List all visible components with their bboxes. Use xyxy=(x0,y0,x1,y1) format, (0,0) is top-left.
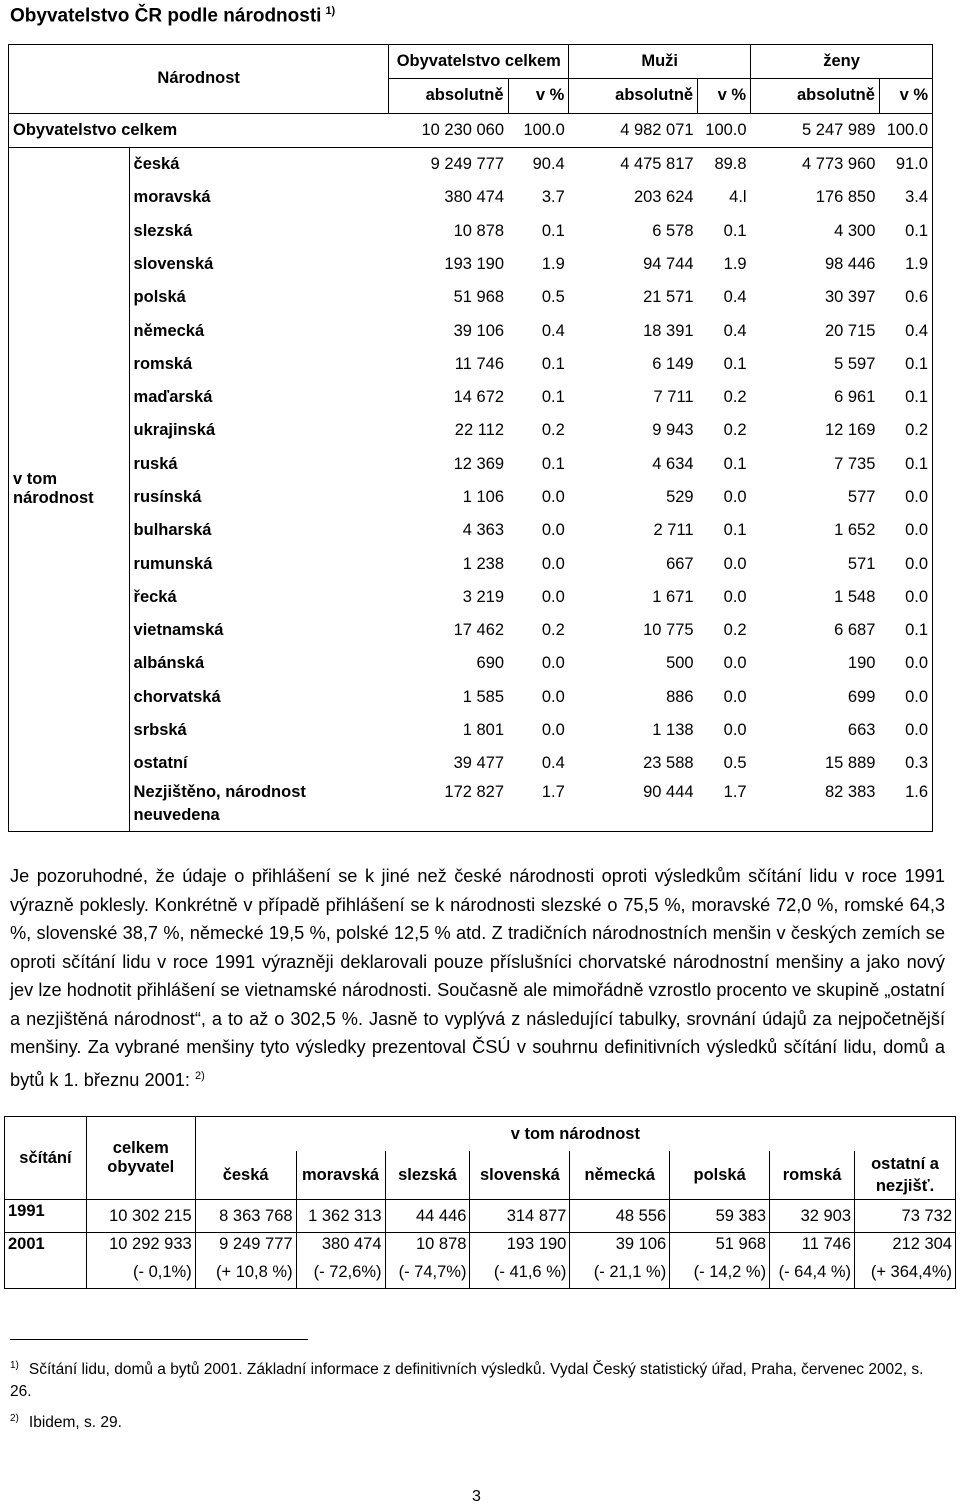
table-cell: 0.0 xyxy=(879,547,932,580)
table-cell: 32 903 xyxy=(770,1200,855,1233)
table-cell: 0.2 xyxy=(723,388,747,407)
change-cell: (+ 10,8 %) xyxy=(195,1256,296,1289)
table-row xyxy=(9,314,933,347)
table-cell: 0.0 xyxy=(541,654,565,673)
table-row xyxy=(9,348,933,381)
nationality-name: chorvatská xyxy=(133,687,221,706)
header-muzi: Muži xyxy=(569,45,751,79)
table-row xyxy=(9,647,933,680)
table-cell: 0.5 xyxy=(723,754,747,773)
table-cell: 0.0 xyxy=(723,554,747,573)
table-cell: 0.0 xyxy=(541,587,565,606)
header-narodnost: Národnost xyxy=(9,45,389,114)
table-row xyxy=(9,781,933,832)
table-cell: 2 711 xyxy=(653,521,694,540)
table-row xyxy=(9,581,933,614)
table-cell: 0.0 xyxy=(723,687,747,706)
table-row xyxy=(9,181,933,214)
table-cell: 17 462 xyxy=(453,621,505,640)
table-cell: 20 715 xyxy=(824,321,876,340)
total-cell: 5 247 989 xyxy=(751,113,880,147)
table-cell: 94 744 xyxy=(643,254,694,273)
table-cell: 23 588 xyxy=(643,754,694,773)
table-cell: 0.1 xyxy=(723,354,747,373)
change-cell: (- 74,7%) xyxy=(385,1256,470,1289)
table-cell: 0.0 xyxy=(541,488,565,506)
table-row xyxy=(9,514,933,547)
table-cell: 0.0 xyxy=(879,514,932,547)
column-header: slezská xyxy=(385,1151,470,1200)
total-cell: 100.0 xyxy=(698,113,751,147)
table-row xyxy=(9,214,933,247)
table-cell: 48 556 xyxy=(570,1200,670,1233)
table-cell: 0.0 xyxy=(879,714,932,747)
table-cell: 203 624 xyxy=(633,188,694,207)
table-cell: 1 138 xyxy=(652,721,694,740)
total-cell: 100.0 xyxy=(879,113,932,147)
table-cell: 3.4 xyxy=(879,181,932,214)
header-v-tom: v tom národnost xyxy=(195,1117,955,1152)
table-cell: 1 652 xyxy=(834,521,876,540)
nationality-name: srbská xyxy=(133,721,187,740)
group-label: v tom národnost xyxy=(9,147,130,831)
table-cell: 314 877 xyxy=(470,1200,570,1233)
table-cell: 0.1 xyxy=(879,448,932,481)
table-cell: 1.9 xyxy=(541,254,565,273)
table-cell: 12 369 xyxy=(453,454,505,473)
change-cell: (- 14,2 %) xyxy=(670,1256,770,1289)
table-cell: 0.2 xyxy=(723,421,747,440)
table-cell: 6 149 xyxy=(652,354,694,373)
table-row xyxy=(5,1200,956,1233)
table-cell: 0.0 xyxy=(879,681,932,714)
table-row xyxy=(9,414,933,447)
table-cell: 886 xyxy=(666,687,694,706)
table-cell: 0.4 xyxy=(541,754,565,773)
subheader-abs: absolutně xyxy=(569,79,698,113)
column-header: německá xyxy=(570,1151,670,1200)
nationality-name: romská xyxy=(133,354,193,373)
total-row xyxy=(9,113,933,147)
table-cell: 98 446 xyxy=(824,254,876,273)
table-cell: 3.7 xyxy=(541,188,565,207)
table-cell: 11 746 xyxy=(454,354,505,373)
change-cell: (+ 364,4%) xyxy=(855,1256,956,1289)
table-cell: 0.0 xyxy=(541,554,565,573)
column-header: moravská xyxy=(296,1151,385,1200)
table-cell: 690 xyxy=(476,654,505,673)
table-row xyxy=(9,147,933,181)
table-cell: 193 190 xyxy=(470,1233,570,1257)
table-cell: 11 746 xyxy=(770,1233,855,1257)
table-row xyxy=(9,248,933,281)
nationality-name: slovenská xyxy=(133,254,214,273)
table-row xyxy=(9,281,933,314)
table-cell: 577 xyxy=(847,488,876,506)
change-cell: (- 0,1%) xyxy=(86,1256,195,1289)
total-cell: 4 982 071 xyxy=(569,113,698,147)
table-cell: 9 943 xyxy=(652,421,694,440)
column-header: česká xyxy=(195,1151,296,1200)
table-cell: 14 672 xyxy=(453,388,505,407)
table-cell: 0.1 xyxy=(541,454,565,473)
change-cell: (- 41,6 %) xyxy=(470,1256,570,1289)
table-cell: 91.0 xyxy=(879,147,932,181)
table-cell: 0.1 xyxy=(723,454,747,473)
table-cell: 380 474 xyxy=(296,1233,385,1257)
table-cell: 0.1 xyxy=(723,221,747,240)
table-cell: 51 968 xyxy=(453,288,505,307)
table-cell: 0.5 xyxy=(541,288,565,307)
table-cell: 0.0 xyxy=(723,587,747,606)
subheader-abs: absolutně xyxy=(751,79,880,113)
nationality-name: bulharská xyxy=(133,521,212,540)
table-cell: 10 775 xyxy=(643,621,694,640)
nationality-name: řecká xyxy=(133,587,177,606)
table-cell: 500 xyxy=(666,654,694,673)
nationality-name: ukrajinská xyxy=(133,421,216,440)
table-cell: 59 383 xyxy=(670,1200,770,1233)
change-cell: (- 72,6%) xyxy=(296,1256,385,1289)
column-header: romská xyxy=(770,1151,855,1200)
table-cell: 0.4 xyxy=(723,288,747,307)
table-row xyxy=(9,448,933,481)
table-cell: 39 106 xyxy=(570,1233,670,1257)
table-cell: 3 219 xyxy=(462,587,505,606)
nationality-name: vietnamská xyxy=(133,621,224,640)
table-cell: 0.2 xyxy=(541,621,565,640)
header-celkem-obyvatel: celkem obyvatel xyxy=(86,1117,195,1200)
table-row xyxy=(9,681,933,714)
table-cell: 30 397 xyxy=(824,288,876,307)
nationality-name: slezská xyxy=(133,221,193,240)
table-cell: 0.0 xyxy=(723,721,747,740)
table-cell: 89.8 xyxy=(714,155,747,174)
nationality-name: rumunská xyxy=(133,554,213,573)
table-cell: 1 106 xyxy=(462,488,505,506)
change-cell: (- 64,4 %) xyxy=(770,1256,855,1289)
table-cell: 0.0 xyxy=(541,721,565,740)
nationality-name: ostatní xyxy=(133,754,188,773)
table-cell: 4.l xyxy=(729,188,747,207)
table-cell: 39 106 xyxy=(453,321,505,340)
table-cell: 571 xyxy=(847,554,876,573)
table-cell: 51 968 xyxy=(670,1233,770,1257)
table-cell: 10 878 xyxy=(385,1233,470,1257)
table-cell: 172 827 xyxy=(389,781,508,832)
table-row xyxy=(9,481,933,514)
column-header: slovenská xyxy=(470,1151,570,1200)
table-cell: 90.4 xyxy=(532,155,565,174)
year-cell: 2001 xyxy=(5,1233,87,1289)
table-cell: 6 578 xyxy=(652,221,694,240)
table-cell: 0.0 xyxy=(879,481,932,514)
table-cell: 0.2 xyxy=(723,621,747,640)
nationality-name: Nezjištěno, národnost neuvedena xyxy=(129,781,389,832)
table-cell: 0.1 xyxy=(541,388,565,407)
table-cell: 1 548 xyxy=(834,587,876,606)
table-cell: 529 xyxy=(666,488,694,506)
table-cell: 1.9 xyxy=(879,248,932,281)
table-cell: 0.0 xyxy=(879,647,932,680)
table-cell: 1.7 xyxy=(508,781,569,832)
year-cell: 1991 xyxy=(5,1200,87,1233)
table-cell: 1.9 xyxy=(723,254,747,273)
page-number: 3 xyxy=(472,1488,481,1505)
table-cell: 1 671 xyxy=(652,587,694,606)
table-cell: 380 474 xyxy=(444,188,505,207)
nationality-table xyxy=(8,44,933,832)
table-cell: 0.4 xyxy=(723,321,747,340)
table-cell: 0.0 xyxy=(723,654,747,673)
table-cell: 193 190 xyxy=(444,254,505,273)
table-cell: 190 xyxy=(847,654,876,673)
nationality-name: ruská xyxy=(133,454,178,473)
table-row xyxy=(9,614,933,647)
total-label: Obyvatelstvo celkem xyxy=(9,113,389,147)
table-cell: 22 112 xyxy=(454,421,505,440)
table-cell: 699 xyxy=(847,687,876,706)
body-paragraph: Je pozoruhodné, že údaje o přihlášení se k jiné než české národnosti oproti výsledkům sčítání lidu v roce 1991 výrazně poklesly. Konkrétně v případě přihlášení se k národnosti slezské o 75,5 %, moravské 72,0 %, romské 64,3 %, slovenské 38,7 %, německé 19,5 %, polské 12,5 % atd. Z tradičních národnostních menšin v českých zemích se oproti sčítání lidu v roce 1991 výrazněji deklarovali pouze příslušníci chorvatské národnostní menšiny a jako nový jev lze hodnotit přihlášení se vietnamské národnosti. Současně ale mimořádně vzrostlo procento ve skupině „ostatní a nezjištěná národnost“, a to až o 302,5 %. Jasně to vyplývá z následující tabulky, srovnání údajů za nejpočetnější menšiny. Za vybrané menšiny tyto výsledky prezentoval ČSÚ v souhrnu definitivních výsledků sčítání lidu, domů a bytů k 1. březnu 2001: $^{2)}$ xyxy=(10,866,945,1090)
table-cell: 8 363 768 xyxy=(195,1200,296,1233)
change-cell: (- 21,1 %) xyxy=(570,1256,670,1289)
column-header: ostatní a nezjišť. xyxy=(855,1151,956,1200)
table-row xyxy=(9,381,933,414)
table-cell: 7 735 xyxy=(834,454,876,473)
footnote-rule xyxy=(10,1339,308,1340)
table-cell: 6 687 xyxy=(834,621,876,640)
table-row xyxy=(9,747,933,780)
column-header: polská xyxy=(670,1151,770,1200)
table-cell: 0.6 xyxy=(879,281,932,314)
page-title: Obyvatelstvo ČR podle národnosti $^{1)}$ xyxy=(10,5,336,27)
nationality-name: rusínská xyxy=(133,488,202,506)
table-row xyxy=(9,714,933,747)
table-cell: 4 634 xyxy=(652,454,694,473)
table-cell: 39 477 xyxy=(453,754,505,773)
footnote-2: $^{2)}$ Ibidem, s. 29. xyxy=(10,1413,122,1432)
nationality-name: česká xyxy=(133,155,180,174)
table-cell: 0.1 xyxy=(723,521,747,540)
table-cell: 0.2 xyxy=(879,414,932,447)
table-cell: 1 801 xyxy=(462,721,505,740)
table-cell: 0.1 xyxy=(541,221,565,240)
table-cell: 0.0 xyxy=(723,488,747,506)
nationality-name: polská xyxy=(133,288,186,307)
table-cell: 15 889 xyxy=(824,754,876,773)
table-cell: 667 xyxy=(666,554,694,573)
table-cell: 0.4 xyxy=(879,314,932,347)
header-zeny: ženy xyxy=(751,45,933,79)
table-cell: 4 773 960 xyxy=(802,155,876,174)
table-cell: 1 362 313 xyxy=(296,1200,385,1233)
table-cell: 9 249 777 xyxy=(195,1233,296,1257)
table-cell: 1 585 xyxy=(462,687,505,706)
table-cell: 0.1 xyxy=(879,614,932,647)
table-cell: 7 711 xyxy=(653,388,694,407)
table-cell: 1 238 xyxy=(462,554,505,573)
table-cell: 10 292 933 xyxy=(86,1233,195,1257)
table-cell: 212 304 xyxy=(855,1233,956,1257)
table-cell: 0.0 xyxy=(541,687,565,706)
table-cell: 44 446 xyxy=(385,1200,470,1233)
table-cell: 4 300 xyxy=(834,221,876,240)
table-cell: 1.7 xyxy=(698,781,751,832)
table-cell: 0.2 xyxy=(541,421,565,440)
table-cell: 12 169 xyxy=(824,421,876,440)
table-cell: 0.1 xyxy=(541,354,565,373)
table-cell: 176 850 xyxy=(815,188,876,207)
table-cell: 18 391 xyxy=(643,321,694,340)
nationality-name: maďarská xyxy=(133,388,213,407)
table-cell: 10 302 215 xyxy=(86,1200,195,1233)
table-cell: 73 732 xyxy=(855,1200,956,1233)
change-row xyxy=(5,1256,956,1289)
table-cell: 4 475 817 xyxy=(620,155,694,174)
table-cell: 5 597 xyxy=(834,354,876,373)
header-celkem: Obyvatelstvo celkem xyxy=(389,45,569,79)
table-cell: 9 249 777 xyxy=(430,155,505,174)
table-cell: 663 xyxy=(847,721,876,740)
table-cell: 10 878 xyxy=(453,221,505,240)
subheader-pct: v % xyxy=(698,79,751,113)
table-cell: 1.6 xyxy=(879,781,932,832)
table-cell: 0.1 xyxy=(879,214,932,247)
table-cell: 90 444 xyxy=(569,781,698,832)
footnote-1: $^{1)}$ Sčítání lidu, domů a bytů 2001. Základní informace z definitivních výsledků. Vydal Český statistický úřad, Praha, červenec 2002, s. 26. xyxy=(10,1360,924,1401)
table-cell: 21 571 xyxy=(643,288,694,307)
nationality-name: moravská xyxy=(133,188,211,207)
subheader-pct: v % xyxy=(508,79,569,113)
nationality-name: německá xyxy=(133,321,205,340)
table-cell: 4 363 xyxy=(462,521,505,540)
table-cell: 82 383 xyxy=(751,781,880,832)
table-cell: 0.3 xyxy=(879,747,932,780)
table-cell: 0.1 xyxy=(879,381,932,414)
comparison-table xyxy=(4,1116,956,1289)
nationality-name: albánská xyxy=(133,654,205,673)
table-cell: 0.0 xyxy=(879,581,932,614)
subheader-abs: absolutně xyxy=(389,79,508,113)
table-cell: 0.1 xyxy=(879,348,932,381)
table-row xyxy=(9,547,933,580)
table-cell: 6 961 xyxy=(834,388,876,407)
total-cell: 10 230 060 xyxy=(389,113,508,147)
subheader-pct: v % xyxy=(879,79,932,113)
table-row xyxy=(5,1233,956,1257)
header-scitani: sčítání xyxy=(5,1117,87,1200)
table-cell: 0.0 xyxy=(541,521,565,540)
table-cell: 0.4 xyxy=(541,321,565,340)
total-cell: 100.0 xyxy=(508,113,569,147)
